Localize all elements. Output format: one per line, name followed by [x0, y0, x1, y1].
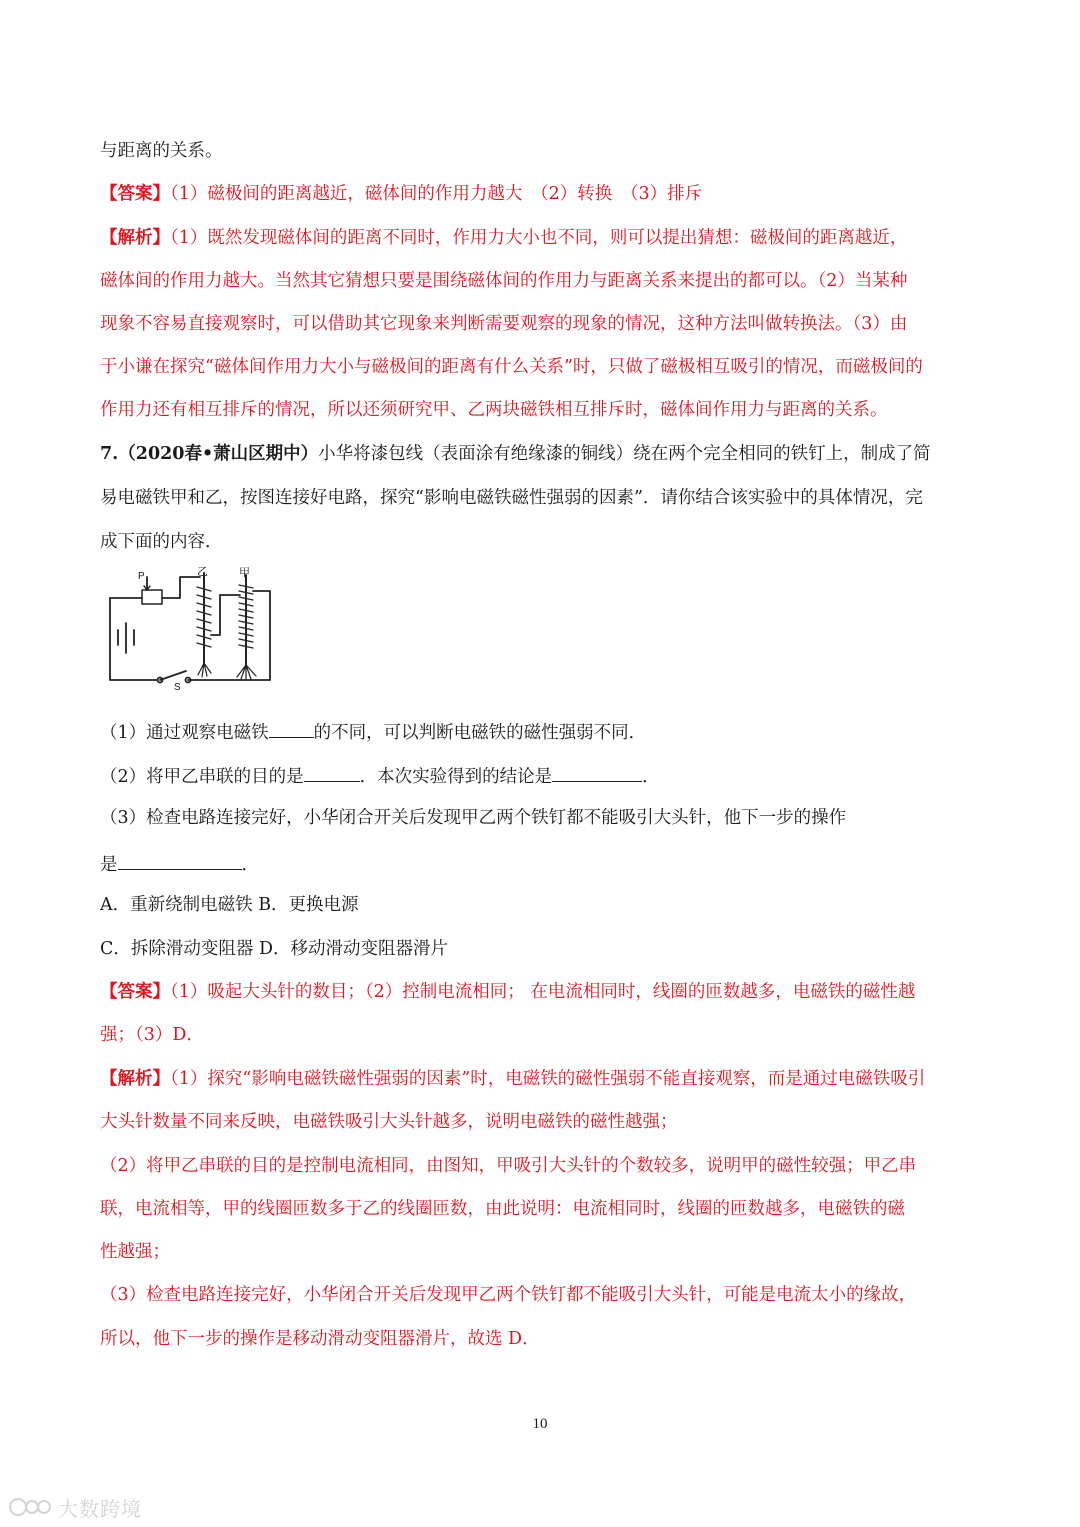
blank	[118, 849, 242, 870]
rheostat	[142, 590, 162, 604]
question-7-line: 成下面的内容．	[100, 532, 223, 552]
answer-7-line: 强；（3）D．	[100, 1025, 204, 1045]
watermark-logo-icon	[8, 1495, 54, 1519]
analysis-6-line: 磁体间的作用力越大。当然其它猜想只要是围绕磁体间的作用力与距离关系来提出的都可以。（2）当某种	[100, 271, 908, 291]
analysis-tag: 【解析】	[100, 228, 170, 248]
analysis-7-line: （2）将甲乙串联的目的是控制电流相同，由图知，甲吸引大头针的个数较多，说明甲的磁性较强；甲乙串	[100, 1156, 917, 1176]
analysis-tag: 【解析】	[100, 1069, 170, 1089]
analysis-7-line: （3）检查电路连接完好，小华闭合开关后发现甲乙两个铁钉都不能吸引大头针，可能是电流太小的缘故，	[100, 1285, 917, 1305]
blank	[304, 761, 360, 782]
watermark-text: 大数跨境	[58, 1496, 142, 1521]
page-number: 10	[532, 1416, 548, 1432]
sub-question-1: （1）通过观察电磁铁 的不同，可以判断电磁铁的磁性强弱不同．	[100, 717, 990, 746]
text-line: 与距离的关系。	[100, 141, 223, 161]
answer-7: 【答案】（1）吸起大头针的数目；（2）控制电流相同； 在电流相同时，线圈的匝数越多，电磁铁的磁性越	[100, 982, 916, 1002]
analysis-6-line: 现象不容易直接观察时，可以借助其它现象来判断需要观察的现象的情况，这种方法叫做转换法。（3）由	[100, 314, 908, 334]
blank	[552, 761, 642, 782]
blank	[269, 717, 314, 738]
sub-question-2: （2）将甲乙串联的目的是 ．本次实验得到的结论是 ．	[100, 761, 990, 790]
question-number: 7.（2020春•萧山区期中）	[100, 444, 319, 464]
answer-tag: 【答案】	[100, 982, 170, 1002]
options-line: C．拆除滑动变阻器 D．移动滑动变阻器滑片	[100, 939, 448, 959]
analysis-6-line: 【解析】（1）既然发现磁体间的距离不同时，作用力大小也不同，则可以提出猜想：磁极间的距离越近，	[100, 228, 908, 248]
analysis-6-line: 于小谦在探究“磁体间作用力大小与磁极间的距离有什么关系”时，只做了磁极相互吸引的情况，而磁极间的	[100, 357, 923, 377]
circuit-diagram	[100, 565, 300, 695]
analysis-7: 【解析】（1）探究“影响电磁铁磁性强弱的因素”时，电磁铁的磁性强弱不能直接观察，而是通过电磁铁吸引	[100, 1069, 926, 1089]
label-jia: 甲	[239, 566, 250, 579]
analysis-6-line: 作用力还有相互排斥的情况，所以还须研究甲、乙两块磁铁相互排斥时，磁体间作用力与距离的关系。	[100, 400, 888, 420]
analysis-7-line: 大头针数量不同来反映，电磁铁吸引大头针越多，说明电磁铁的磁性越强；	[100, 1112, 678, 1132]
label-yi: 乙	[197, 565, 208, 578]
sub-question-3-cont: 是 ．	[100, 849, 990, 878]
answer-6: 【答案】（1）磁极间的距离越近，磁体间的作用力越大 （2）转换 （3）排斥	[100, 184, 703, 204]
question-7: 7.（2020春•萧山区期中）小华将漆包线（表面涂有绝缘漆的铜线）绕在两个完全相同的铁钉上，制成了简	[100, 444, 931, 464]
sub-question-3: （3）检查电路连接完好，小华闭合开关后发现甲乙两个铁钉都不能吸引大头针，他下一步的操作	[100, 808, 847, 828]
analysis-7-line: 所以，他下一步的操作是移动滑动变阻器滑片，故选 D．	[100, 1329, 540, 1349]
question-7-line: 易电磁铁甲和乙，按图连接好电路，探究“影响电磁铁磁性强弱的因素”．请你结合该实验中的具体情况，完	[100, 488, 923, 508]
answer-tag: 【答案】	[100, 184, 170, 204]
wire	[211, 595, 240, 635]
pins-yi	[198, 663, 211, 677]
pins-jia	[237, 665, 256, 680]
label-s: S	[174, 682, 181, 693]
watermark	[8, 1494, 142, 1520]
label-p: P	[138, 571, 145, 582]
analysis-7-line: 联，电流相等，甲的线圈匝数多于乙的线圈匝数，由此说明：电流相同时，线圈的匝数越多，电磁铁的磁	[100, 1199, 905, 1219]
switch-blade	[160, 671, 186, 680]
options-line: A．重新绕制电磁铁 B．更换电源	[100, 895, 359, 915]
wire	[162, 577, 200, 598]
analysis-7-line: 性越强；	[100, 1242, 170, 1262]
